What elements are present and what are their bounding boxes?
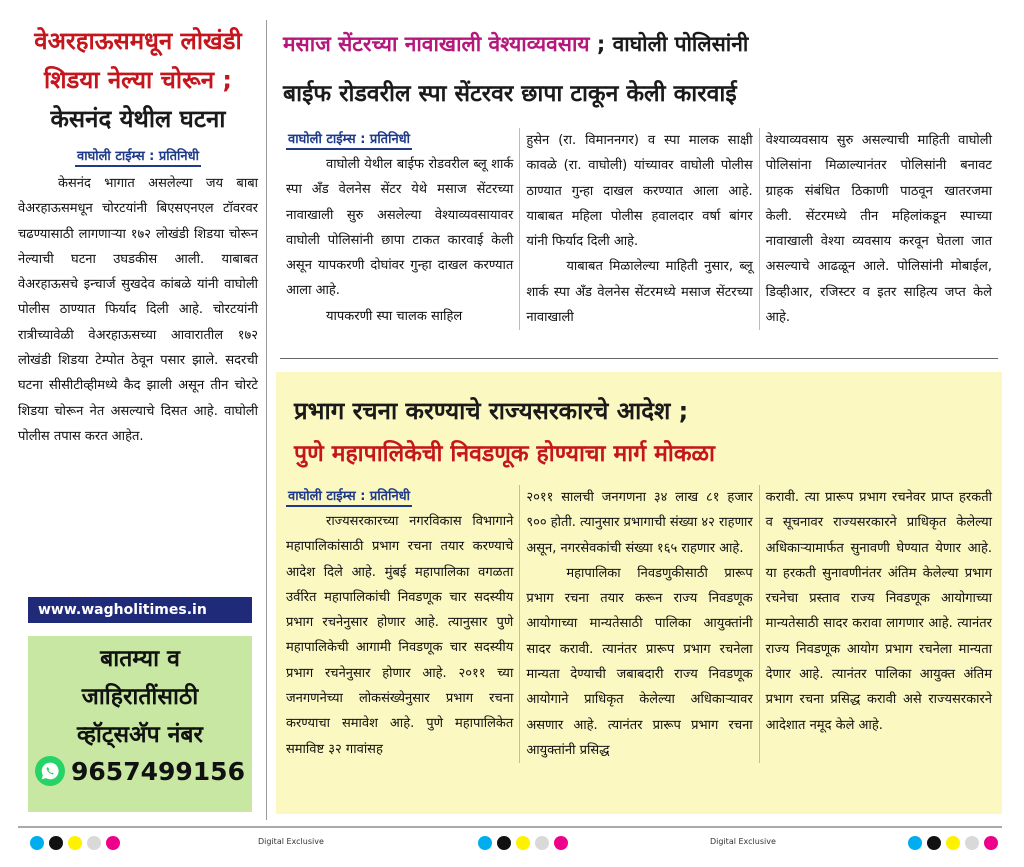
whatsapp-icon — [35, 756, 65, 786]
contact-line-1: बातम्या व — [100, 646, 180, 672]
top-article-byline: वाघोली टाईम्स : प्रतिनिधी — [286, 129, 412, 150]
registration-dot — [535, 836, 549, 850]
left-article-body: केसनंद भागात असलेल्या जय बाबा वेअरहाऊसमधून चोरटयांनी बिएसएनएल टॉवरवर चढण्यासाठी लागणाऱ्या १७२ लोखंडी शिडया चोरून नेल्याची घटना उघडकीस आली. याबाबत वेअरहाऊसचे इन्चार्ज सुखदेव कांबळे यांनी वाघोली पोलीस ठाण्यात फिर्याद दिली आहे. चोरटयांनी रात्रीच्यावेळी वेअरहाऊसच्या आवारातील १७२ लोखंडी शिडया टेम्पोत ठेवून पसार झाले. सदरची घटना सीसीटीव्हीमध्ये कैद झाली असून तीन चोरटे शिडया चोरून नेत असल्याचे दिसत आहे. वाघोली पोलीस तपास करत आहेत. — [18, 176, 258, 444]
section-rule — [280, 358, 998, 359]
contact-line-3: व्हॉट्सअ‍ॅप नंबर — [77, 722, 203, 748]
top-article-column-2 — [519, 128, 758, 330]
bottom-col3-text: करावी. त्या प्रारूप प्रभाग रचनेवर प्राप्त हरकती व सूचनावर राज्यसरकारने प्राधिकृत केलेल्या अधिकाऱ्यामार्फत सुनावणी घेण्यात येणार आहे. या हरकती सुनावणीनंतर अंतिम केलेल्या प्रभाग रचनेचा प्रस्ताव राज्य निवडणूक आयोगाच्या मान्यतेसाठी सादर करावा लागणार आहे. त्यानंतर राज्य निवडणूक आयोग प्रभाग रचनेला मान्यता देणार आहे. त्यानंतर पालिका आयुक्त अंतिम प्रभाग रचना प्रसिद्ध करावी असे राज्यसरकारने आदेशात नमूद केले आहे. — [765, 490, 992, 733]
bottom-article-column-2 — [519, 485, 758, 763]
bottom-article-column-3 — [759, 485, 998, 763]
footer-label-right: Digital Exclusive — [710, 837, 776, 846]
registration-dot — [946, 836, 960, 850]
top-col3-text: वेश्याव्यवसाय सुरु असल्याची माहिती वाघोली पोलिसांना मिळाल्यानंतर पोलिसांनी बनावट ग्राहक संबंधित ठिकाणी पाठवून खातरजमा केली. सेंटरमध्ये तीन महिलांकडून स्पाच्या नावाखाली वेश्या व्यवसाय करवून घेतला जात असल्याचे आढळून आले. पोलिसांनी मोबाईल, डिव्हीआर, रजिस्टर व इतर साहित्य जप्त केले आहे. — [765, 133, 992, 326]
left-article-headline — [18, 22, 258, 139]
website-banner: www.wagholitimes.in — [28, 597, 252, 623]
left-headline-black: केसनंद येथील घटना — [50, 105, 226, 133]
contact-line-2: जाहिरातींसाठी — [81, 684, 199, 710]
registration-dot — [87, 836, 101, 850]
top-headline-rest: ; वाघोली पोलिसांनी — [589, 32, 749, 56]
top-col2-text: हुसेन (रा. विमाननगर) व स्पा मालक साक्षी कावळे (रा. वाघोली) यांच्यावर वाघोली पोलीस ठाण्यात गुन्हा दाखल करण्यात आला आहे. याबाबत महिला पोलीस हवालदार वर्षा बांगर यांनी फिर्याद दिली आहे. — [526, 133, 753, 250]
bottom-article-body — [280, 485, 998, 763]
registration-dot — [497, 836, 511, 850]
left-headline-red: वेअरहाऊसमधून लोखंडी शिडया नेल्या चोरून ; — [34, 27, 242, 94]
footer-label-left: Digital Exclusive — [258, 837, 324, 846]
registration-dot — [106, 836, 120, 850]
contact-box — [28, 636, 252, 812]
column-divider — [266, 20, 267, 820]
registration-dot — [68, 836, 82, 850]
left-article-byline: वाघोली टाईम्स : प्रतिनिधी — [75, 146, 201, 167]
phone-number: 9657499156 — [71, 756, 245, 786]
bottom-col2-text: २०११ सालची जनगणना ३४ लाख ८१ हजार ९०० होती. त्यानुसार प्रभागाची संख्या ४२ राहणार असून, नगरसेवकांची संख्या १६५ राहणार आहे. — [526, 490, 753, 556]
bottom-article-headline-line2: पुणे महापालिकेची निवडणूक होण्याचा मार्ग मोकळा — [294, 441, 715, 467]
bottom-article — [276, 372, 1002, 814]
registration-dot — [478, 836, 492, 850]
registration-dot — [984, 836, 998, 850]
registration-dot — [30, 836, 44, 850]
footer-strip — [0, 826, 1024, 852]
registration-dot — [927, 836, 941, 850]
registration-dot — [516, 836, 530, 850]
bottom-col2-text2: महापालिका निवडणुकीसाठी प्रारूप प्रभाग रचना तयार करून राज्य निवडणूक आयोगाच्या मान्यतेसाठी पालिका आयुक्तांनी सादर करावी. त्यानंतर प्रारूप प्रभाग रचनेला मान्यता देण्याची जबाबदारी राज्य निवडणूक आयोगाने प्राधिकृत केलेल्या अधिकाऱ्यावर असणार आहे. त्यानंतर प्रारूप प्रभाग रचना आयुक्तांनी प्रसिद्ध — [526, 565, 753, 758]
top-col2-text2: याबाबत मिळालेल्या माहिती नुसार, ब्लू शार्क स्पा अँड वेलनेस सेंटरमध्ये मसाज सेंटरच्या नावाखाली — [526, 259, 753, 326]
registration-dot — [965, 836, 979, 850]
color-dots-center — [478, 836, 573, 850]
bottom-col1-text: राज्यसरकारच्या नगरविकास विभागाने महापालिकांसाठी प्रभाग रचना तयार करण्याचे आदेश दिले आहे. मुंबई महापालिका वगळता उर्वरित महापालिकांची निवडणूक चार सदस्यीय प्रभाग रचनेनुसार होणार आहे. त्यानुसार पुणे महापालिकेची आगामी निवडणूक चार सदस्यीय प्रभाग रचनेनुसार होणार आहे. २०११ च्या जनगणनेच्या लोकसंख्येनुसार प्रभाग रचना करण्याचा समावेश आहे. पुणे महापालिकेत समाविष्ट ३२ गावांसह — [286, 514, 514, 757]
top-col1-text2: यापकरणी स्पा चालक साहिल — [326, 308, 463, 324]
color-dots-left — [30, 836, 125, 850]
top-article-column-1 — [280, 128, 519, 330]
bottom-article-headline-line1: प्रभाग रचना करण्याचे राज्यसरकारचे आदेश ; — [294, 397, 689, 425]
top-headline-highlight: मसाज सेंटरच्या नावाखाली वेश्याव्यवसाय — [283, 32, 590, 56]
top-col1-text: वाघोली येथील बाईफ रोडवरील ब्लू शार्क स्पा अँड वेलनेस सेंटर येथे मसाज सेंटरच्या नावाखाली सुरु असलेल्या वेश्याव्यवसायावर वाघोली पोलिसांनी छापा टाकत कारवाई केली असून यापकरणी दोघांवर गुन्हा दाखल करण्यात आला आहे. — [286, 157, 514, 299]
phone-row — [28, 756, 252, 786]
footer-rule — [18, 826, 1002, 828]
color-dots-right — [908, 836, 1003, 850]
registration-dot — [908, 836, 922, 850]
top-article-headline-line1 — [283, 28, 1003, 60]
registration-dot — [49, 836, 63, 850]
left-article — [18, 22, 258, 449]
top-article-body — [280, 128, 998, 330]
bottom-article-column-1 — [280, 485, 519, 763]
top-article-headline-line2: बाईफ रोडवरील स्पा सेंटरवर छापा टाकून केली कारवाई — [283, 81, 737, 107]
top-article-column-3 — [759, 128, 998, 330]
bottom-article-byline: वाघोली टाईम्स : प्रतिनिधी — [286, 486, 412, 507]
registration-dot — [554, 836, 568, 850]
